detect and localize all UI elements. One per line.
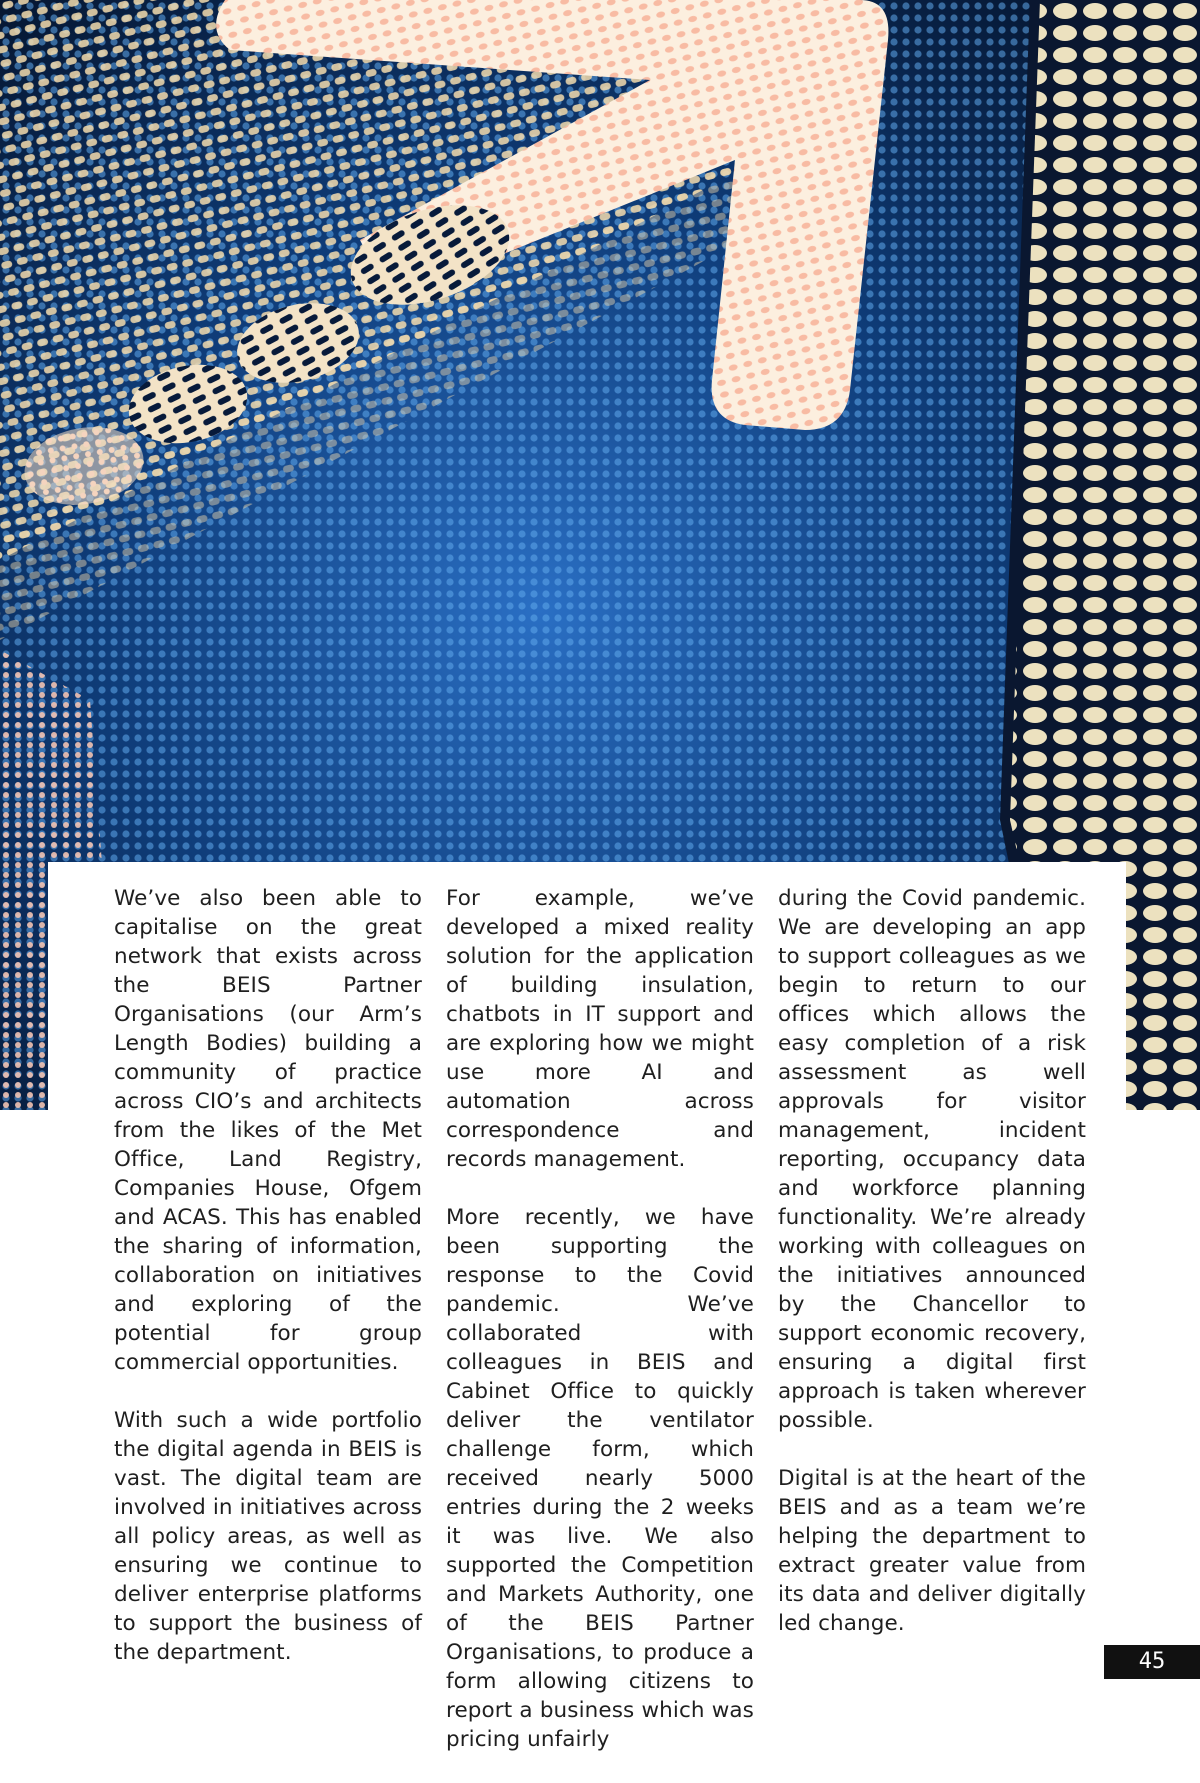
paragraph: We’ve also been able to capitalise on the great network that exists across the BEIS Partner Organisations (our Arm’s Length Bodies) building a community of practice across CIO’s and architects from the likes of the Met Office, Land Registry, Companies House, Ofgem and ACAS. This has enabled the sharing of information, collaboration on initiatives and exploring of the potential for group commercial opportunities. [114, 886, 422, 1375]
text-column-3 [778, 884, 1086, 1667]
text-column-1 [114, 884, 422, 1696]
paragraph: Digital is at the heart of the BEIS and as a team we’re helping the department to extract greater value from its data and deliver digitally led change. [778, 1466, 1086, 1636]
paragraph: More recently, we have been supporting the response to the Covid pandemic. We’ve collaborated with colleagues in BEIS and Cabinet Office to quickly deliver the ventilator challenge form, which received nearly 5000 entries during the 2 weeks it was live. We also supported the Competition and Markets Authority, one of the BEIS Partner Organisations, to produce a form allowing citizens to report a business which was pricing unfairly [446, 1205, 754, 1752]
paragraph: For example, we’ve developed a mixed reality solution for the application of building insulation, chatbots in IT support and are exploring how we might use more AI and automation across correspondence and records management. [446, 886, 754, 1172]
text-column-2 [446, 884, 754, 1783]
paragraph: during the Covid pandemic. We are developing an app to support colleagues as we begin to return to our offices which allows the easy completion of a risk assessment as well approvals for visitor management, incident reporting, occupancy data and workforce planning functionality. We’re already working with colleagues on the initiatives announced by the Chancellor to support economic recovery, ensuring a digital first approach is taken wherever possible. [778, 886, 1086, 1433]
page-number: 45 [1104, 1645, 1200, 1679]
paragraph: With such a wide portfolio the digital agenda in BEIS is vast. The digital team are involved in initiatives across all policy areas, as well as ensuring we continue to deliver enterprise platforms to support the business of the department. [114, 1408, 422, 1665]
